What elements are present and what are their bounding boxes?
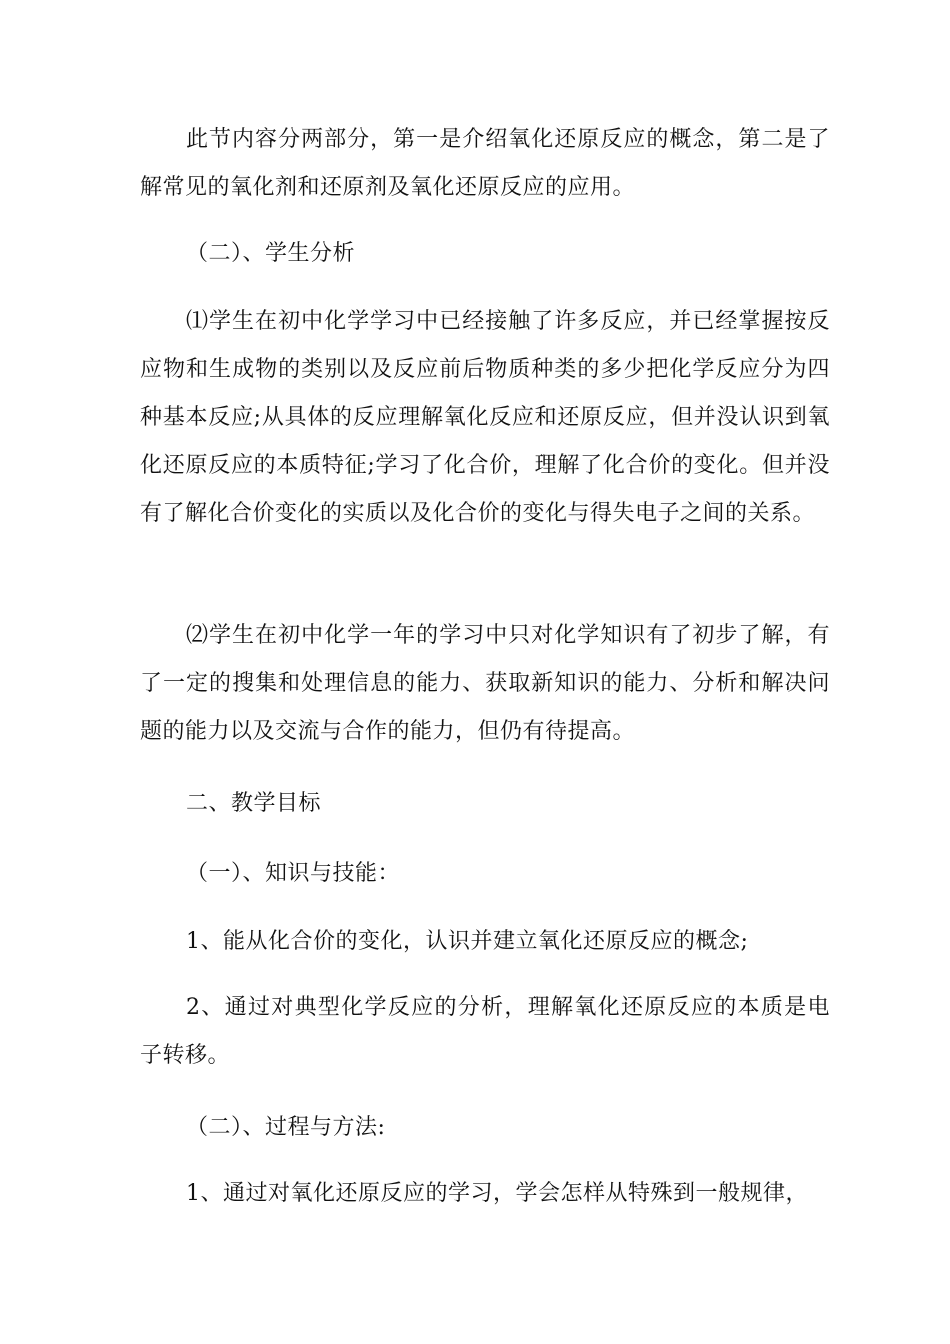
- knowledge-skills-heading: （一）、知识与技能：: [186, 861, 401, 886]
- process-method-heading: （二）、过程与方法:: [186, 1115, 386, 1140]
- intro-paragraph: 此节内容分两部分，第一是介绍氧化还原反应的概念，第二是了解常见的氧化剂和还原剂及氧化还原反应的应用。: [140, 127, 830, 200]
- student-analysis-point-1: ⑴学生在初中化学学习中已经接触了许多反应，并已经掌握按反应物和生成物的类别以及反应前后物质种类的多少把化学反应分为四种基本反应;从具体的反应理解氧化反应和还原反应，但并没认识到氧化还原反应的本质特征;学习了化合价，理解了化合价的变化。但并没有了解化合价变化的实质以及化合价的变化与得失电子之间的关系。: [140, 309, 830, 526]
- student-analysis-point-2: ⑵学生在初中化学一年的学习中只对化学知识有了初步了解，有了一定的搜集和处理信息的能力、获取新知识的能力、分析和解决问题的能力以及交流与合作的能力，但仍有待提高。: [140, 623, 830, 744]
- teaching-goals-heading: 二、教学目标: [186, 791, 322, 816]
- knowledge-goal-1: 1、能从化合价的变化，认识并建立氧化还原反应的概念;: [186, 929, 749, 954]
- knowledge-goal-2: 2、通过对典型化学反应的分析，理解氧化还原反应的本质是电子转移。: [140, 995, 830, 1068]
- process-method-goal-1: 1、通过对氧化还原反应的学习，学会怎样从特殊到一般规律，: [186, 1181, 808, 1206]
- student-analysis-heading: （二）、学生分析: [186, 241, 356, 266]
